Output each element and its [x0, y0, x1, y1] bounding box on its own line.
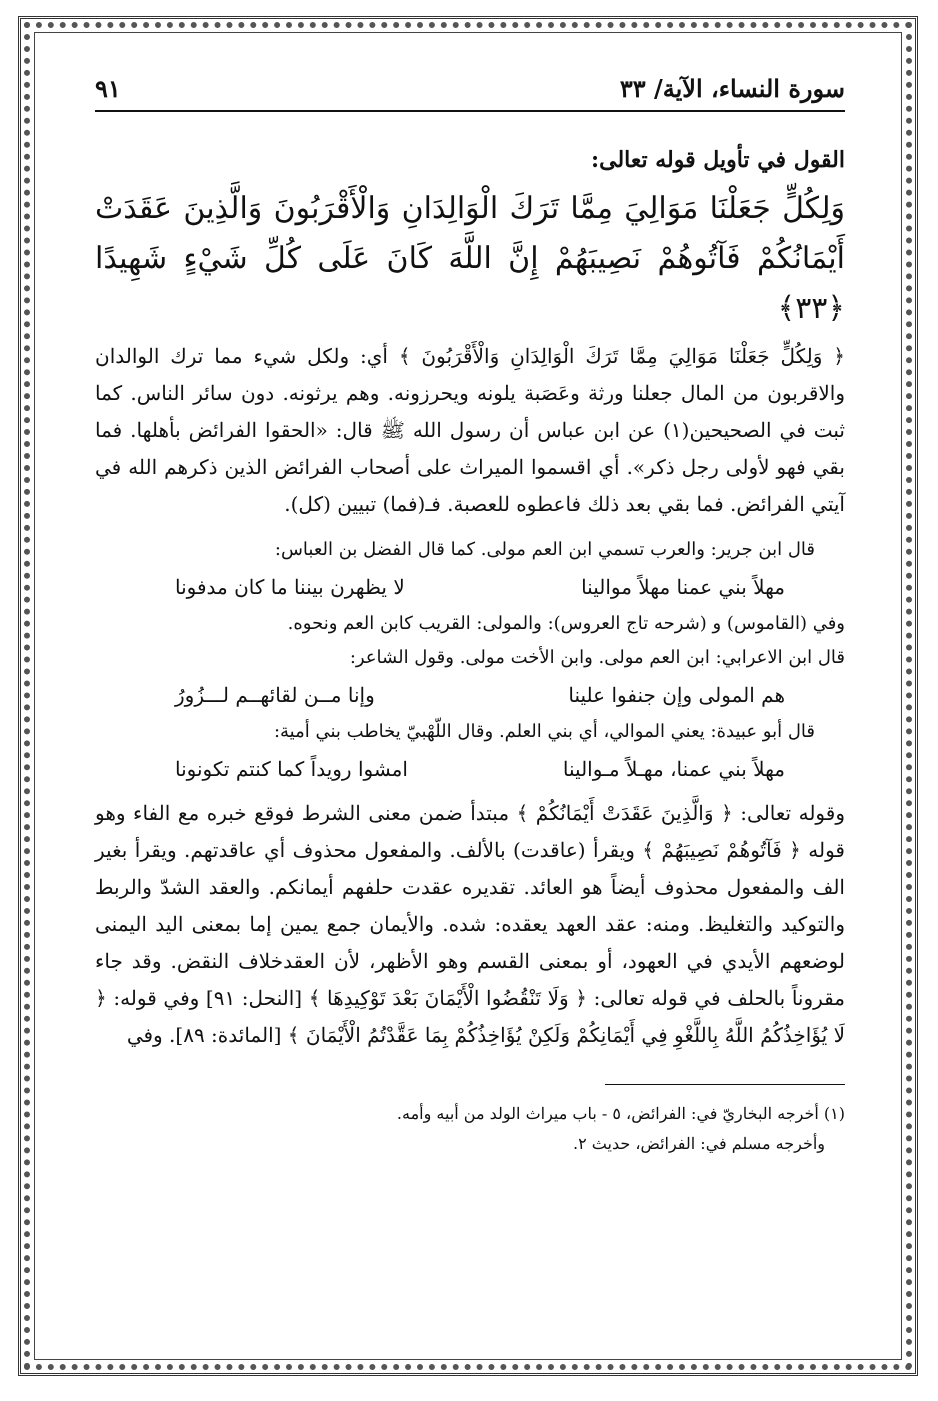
commentary-paragraph-3: وفي (القاموس) و (شرحه تاج العروس): والمولى: القريب كابن العم ونحوه.	[287, 613, 845, 634]
running-header	[95, 70, 845, 112]
commentary-paragraph-6: وقوله تعالى: ﴿ وَالَّذِينَ عَقَدَتْ أَيْمَانُكُمْ ﴾ مبتدأ ضمن معنى الشرط فوقع خبره مع الفاء وهو قوله ﴿ فَآتُوهُمْ نَصِيبَهُمْ ﴾ ويقرأ (عاقدت) بالألف. والمفعول محذوف أي عاقدتهم. ويقرأ بغير الف والمفعول محذوف أيضاً هو العائد. تقديره عقدت حلفهم أيمانكم. والعقد الشدّ والربط والتوكيد والتغليظ. ومنه: عقد العهد يعقده: شده. والأيمان جمع يمين إما بمعنى اليد اليمنى لوضعهم الأيدي في العهود، أو بمعنى القسم وهو الأظهر، لأن العقدخلاف النقض. وقد جاء مقروناً بالحلف في قوله تعالى: ﴿ وَلَا تَنْقُضُوا الْأَيْمَانَ بَعْدَ تَوْكِيدِهَا ﴾ [النحل: ٩١] وفي قوله: ﴿ لَا يُؤَاخِذُكُمُ اللَّهُ بِاللَّغْوِ فِي أَيْمَانِكُمْ وَلَكِنْ يُؤَاخِذُكُمْ بِمَا عَقَّدْتُمُ الْأَيْمَانَ ﴾ [المائدة: ٨٩]. وفي	[95, 801, 845, 1047]
poem-verse-1	[95, 567, 845, 607]
poem-hemistich: مهلاً بني عمنا مهلاً موالينا	[581, 575, 785, 599]
section-heading: القول في تأويل قوله تعالى:	[591, 147, 845, 173]
poem-hemistich: لا يظهرن بيننا ما كان مدفونا	[175, 575, 405, 599]
poem-hemistich: امشوا رويداً كما كنتم تكونونا	[175, 757, 408, 781]
commentary-paragraph-2: قال ابن جرير: والعرب تسمي ابن العم مولى. كما قال الفضل بن العباس:	[274, 539, 815, 560]
header-title: سورة النساء، الآية/ ٣٣	[619, 74, 845, 103]
footnote-separator	[605, 1084, 845, 1085]
poem-hemistich: هم المولى وإن جنفوا علينا	[568, 683, 785, 707]
page-number: ٩١	[95, 74, 121, 103]
page-content	[95, 70, 845, 1159]
poem-verse-2	[95, 675, 845, 715]
footnote-1-continued: وأخرجه مسلم في: الفرائض، حديث ٢.	[573, 1134, 825, 1153]
poem-hemistich: مهلاً بني عمنا، مهـلاً مـوالينا	[562, 757, 785, 781]
commentary-paragraph-1: ﴿ وَلِكُلٍّ جَعَلْنَا مَوَالِيَ مِمَّا تَرَكَ الْوَالِدَانِ وَالْأَقْرَبُونَ ﴾ أي: ولكل شيء مما ترك الوالدان والاقربون من المال جعلنا ورثة وعَصَبة يلونه ويحرزونه. وهم يرثونه. دون سائر الناس. كما ثبت في الصحيحين(١) عن ابن عباس أن رسول الله ﷺ قال: «الحقوا الفرائض بأهلها. فما بقي فهو لأولى رجل ذكر». أي اقسموا الميراث على أصحاب الفرائض الذين ذكرهم الله في آيتي الفرائض. فما بقي بعد ذلك فاعطوه للعصبة. فـ(فما) تبيين (كل).	[95, 344, 845, 516]
poem-hemistich: وإنا مــن لقائهــم لـــزُورُ	[175, 683, 375, 707]
poem-verse-3	[95, 749, 845, 789]
verse-line-1: وَلِكُلٍّ جَعَلْنَا مَوَالِيَ مِمَّا تَرَكَ الْوَالِدَانِ وَالْأَقْرَبُونَ وَالَّذِينَ عَقَدَتْ	[95, 191, 845, 226]
footnote-1: (١) أخرجه البخاريّ في: الفرائض، ٥ - باب ميراث الولد من أبيه وأمه.	[396, 1104, 845, 1123]
commentary-paragraph-5: قال أبو عبيدة: يعني الموالي، أي بني العلم. وقال اللّهْبيّ يخاطب بني أمية:	[273, 721, 815, 742]
commentary-paragraph-4: قال ابن الاعرابي: ابن العم مولى. وابن الأخت مولى. وقول الشاعر:	[349, 647, 845, 668]
verse-line-2: أَيْمَانُكُمْ فَآتُوهُمْ نَصِيبَهُمْ إِنَّ اللَّهَ كَانَ عَلَى كُلِّ شَيْءٍ شَهِيدًا ﴿٣٣﴾	[95, 241, 845, 326]
